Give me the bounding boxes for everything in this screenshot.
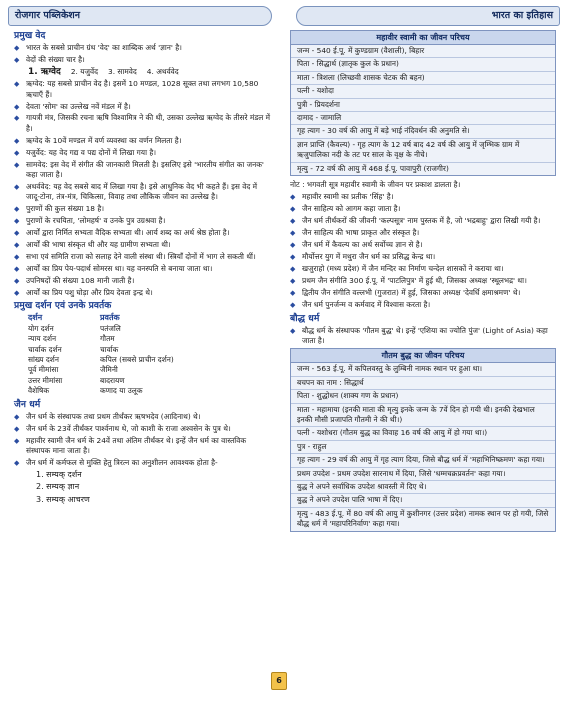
box-row: बुद्ध ने अपने उपदेश पालि भाषा में दिए। bbox=[291, 494, 555, 507]
list-item: ◆ ऋग्वेद के 10वें मण्डल में वर्ण व्यवस्था का वर्णन मिलता है। bbox=[14, 136, 272, 146]
veda-number-list bbox=[14, 67, 272, 77]
list-item: ◆ प्रथम जैन संगीति 300 ई.पू. में 'पाटलिपुत्र' में हुई थी, जिसका अध्यक्ष 'स्थूलभद्र' था। bbox=[290, 276, 556, 286]
table-cell: गौतम bbox=[100, 334, 115, 344]
list-item: ◆ पुराणों की कुल संख्या 18 है। bbox=[14, 204, 272, 214]
box-row: गृह त्याग - 29 वर्ष की आयु में गृह त्याग दिया, जिसे बौद्ध धर्म में 'महाभिनिष्क्रमण' कहा गया। bbox=[291, 454, 555, 467]
list-item: ◆ आर्यों का प्रिय पेय-पदार्थ सोमरस था। यह वनस्पति से बनाया जाता था। bbox=[14, 264, 272, 274]
list-item: ◆ खजुराहो (मध्य प्रदेश) में जैन मन्दिर का निर्माण चन्देल शासकों ने कराया था। bbox=[290, 264, 556, 274]
list-item: 3. सामवेद bbox=[108, 66, 137, 76]
list-item: ◆ बौद्ध धर्म के संस्थापक 'गौतम बुद्ध' थे। इन्हें 'एशिया का ज्योति पुंज' (Light of Asia) कहा जाता है। bbox=[290, 326, 556, 347]
right-column bbox=[290, 28, 556, 536]
box-row: माता - महामाया (इनकी माता की मृत्यु इनके जन्म के 7वें दिन हो गयी थी। इनकी देखभाल इनकी मौसी प्रजापति गौतमी ने की थी।) bbox=[291, 404, 555, 428]
box-row: जन्म - 540 ई.पू. में कुण्डग्राम (वैशाली), बिहार bbox=[291, 45, 555, 58]
list-item: ◆ जैन धर्म पुनर्जन्म व कर्मवाद में विश्वास करता है। bbox=[290, 300, 556, 310]
list-item: ◆ भारत के सबसे प्राचीन ग्रंथ 'वेद' का शाब्दिक अर्थ 'ज्ञान' है। bbox=[14, 43, 272, 53]
table-cell: न्याय दर्शन bbox=[28, 334, 57, 344]
table-cell: बादरायण bbox=[100, 375, 125, 385]
list-item: ◆ आर्यों द्वारा निर्मित सभ्यता वैदिक सभ्यता थी। आर्य शब्द का अर्थ श्रेष्ठ होता है। bbox=[14, 228, 272, 238]
box-title: महावीर स्वामी का जीवन परिचय bbox=[291, 31, 555, 45]
header-publisher: रोजगार पब्लिकेशन bbox=[8, 6, 272, 26]
header-chapter-title: भारत का इतिहास bbox=[296, 6, 560, 26]
table-cell: जैमिनी bbox=[100, 365, 118, 375]
list-item: ◆ सभा एवं समिति राजा को सलाह देने वाली संस्था थी। स्त्रियाँ दोनों में भाग ले सकती थीं। bbox=[14, 252, 272, 262]
section-heading-veda: प्रमुख वेद bbox=[14, 30, 46, 41]
note-text: नोट : भगवती सूत्र महावीर स्वामी के जीवन पर प्रकाश डालता है। bbox=[290, 180, 461, 190]
table-cell: वैशेषिक bbox=[28, 386, 49, 396]
darshan-table bbox=[14, 313, 272, 396]
list-item: ◆ गायत्री मंत्र, जिसकी रचना ऋषि विश्वामित्र ने की थी, उसका उल्लेख ऋग्वेद के तीसरे मंडल में है। bbox=[14, 113, 272, 134]
list-item: ◆ सामवेद: इस वेद में संगीत की जानकारी मिलती है। इसलिए इसे 'भारतीय संगीत का जनक' कहा जाता है। bbox=[14, 160, 272, 181]
list-item: ◆ उपनिषदों की संख्या 108 मानी जाती है। bbox=[14, 276, 272, 286]
list-item: 1. सम्यक् दर्शन bbox=[36, 469, 82, 479]
box-title: गौतम बुद्ध का जीवन परिचय bbox=[291, 349, 555, 363]
gautam-info-box bbox=[290, 348, 556, 531]
list-item: ◆ वेदों की संख्या चार है। bbox=[14, 55, 272, 65]
table-cell: योग दर्शन bbox=[28, 323, 54, 333]
list-item: ◆ आर्यों की भाषा संस्कृत थी और यह ग्रामीण सभ्यता थी। bbox=[14, 240, 272, 250]
section-heading-jain: जैन धर्म bbox=[14, 398, 41, 410]
list-item: ◆ जैन धर्म में कर्मफल से मुक्ति हेतु त्रिरत्न का अनुशीलन आवश्यक होता है- bbox=[14, 458, 272, 468]
box-row: बुद्ध ने अपने सर्वाधिक उपदेश श्रावस्ती में दिए थे। bbox=[291, 481, 555, 494]
list-item: ◆ ऋग्वेद: यह सबसे प्राचीन वेद है। इसमें 10 मण्डल, 1028 सूक्त तथा लगभग 10,580 ऋचाएँ हैं। bbox=[14, 79, 272, 100]
box-row: पत्नी - यशोदा bbox=[291, 85, 555, 98]
list-item: ◆ द्वितीय जैन संगीति वल्लभी (गुजरात) में हुई, जिसका अध्यक्ष 'देवर्धि क्षमाश्रमण' थे। bbox=[290, 288, 556, 298]
mahavir-info-box bbox=[290, 30, 556, 176]
box-row: माता - त्रिशला (लिच्छवी शासक चेटक की बहन) bbox=[291, 72, 555, 85]
table-cell: पतंजलि bbox=[100, 323, 121, 333]
section-heading-bauddh: बौद्ध धर्म bbox=[290, 312, 320, 324]
table-cell: सांख्य दर्शन bbox=[28, 355, 59, 365]
list-item: 2. सम्यक् ज्ञान bbox=[36, 482, 80, 492]
table-cell: चार्वाक दर्शन bbox=[28, 344, 62, 354]
table-cell: चार्वाक bbox=[100, 344, 119, 354]
page-number: 6 bbox=[271, 672, 287, 690]
list-item: ◆ महावीर स्वामी का प्रतीक 'सिंह' है। bbox=[290, 192, 556, 202]
section-heading-darshan: प्रमुख दर्शन एवं उनके प्रवर्तक bbox=[14, 300, 112, 312]
list-item: ◆ जैन साहित्य को आगम कहा जाता है। bbox=[290, 204, 556, 214]
box-row: जन्म - 563 ई.पू. में कपिलवस्तु के लुम्बिनी नामक स्थान पर हुआ था। bbox=[291, 363, 555, 376]
box-row: बचपन का नाम : सिद्धार्थ bbox=[291, 377, 555, 390]
box-row: गृह त्याग - 30 वर्ष की आयु में बड़े भाई नंदिवर्धन की अनुमति से। bbox=[291, 125, 555, 138]
table-cell: कणाद या उलूक bbox=[100, 386, 143, 396]
table-header: प्रवर्तक bbox=[100, 313, 120, 323]
list-item: 4. अथर्ववेद bbox=[146, 66, 179, 76]
table-cell: कपिल (सबसे प्राचीन दर्शन) bbox=[100, 355, 174, 365]
box-row: दामाद - जामालि bbox=[291, 112, 555, 125]
box-row: ज्ञान प्राप्ति (कैवल्य) - गृह त्याग के 12 वर्ष बाद 42 वर्ष की आयु में जृम्भिक ग्राम में ऋजुपालिका नदी के तट पर साल के वृक्ष के नीचे। bbox=[291, 139, 555, 163]
list-item: ◆ जैन साहित्य की भाषा प्राकृत और संस्कृत है। bbox=[290, 228, 556, 238]
list-item: 2. यजुर्वेद bbox=[70, 66, 99, 76]
table-cell: पूर्व मीमांसा bbox=[28, 365, 59, 375]
box-row: पिता - शुद्धोधन (शाक्य गण के प्रधान) bbox=[291, 390, 555, 403]
list-item: 1. ऋग्वेद bbox=[28, 66, 61, 77]
left-column bbox=[14, 28, 272, 507]
list-item: ◆ यजुर्वेद: यह वेद गद्य व पद्य दोनों में लिखा गया है। bbox=[14, 148, 272, 158]
box-row: पिता - सिद्धार्थ (ज्ञातृक कुल के प्रधान) bbox=[291, 58, 555, 71]
list-item: ◆ मौर्योत्तर युग में मथुरा जैन धर्म का प्रसिद्ध केन्द्र था। bbox=[290, 252, 556, 262]
list-item: ◆ पुराणों के रचयिता, 'लोमहर्ष' व उनके पुत्र उग्रश्रवा है। bbox=[14, 216, 272, 226]
table-cell: उत्तर मीमांसा bbox=[28, 375, 63, 385]
box-row: पत्नी - यशोधरा (गौतम बुद्ध का विवाह 16 वर्ष की आयु में हो गया था।) bbox=[291, 427, 555, 440]
box-row: मृत्यु - 483 ई.पू. में 80 वर्ष की आयु में कुशीनगर (उत्तर प्रदेश) नामक स्थान पर हो गयी, जिसे बौद्ध धर्म में 'महापरिनिर्वाण' कहा गया। bbox=[297, 508, 549, 529]
box-row: पुत्र - राहुल bbox=[291, 441, 555, 454]
list-item: ◆ आर्यों का प्रिय पशु घोड़ा और प्रिय देवता इन्द्र थे। bbox=[14, 288, 272, 298]
list-item: ◆ जैन धर्म के संस्थापक तथा प्रथम तीर्थंकर ऋषभदेव (आदिनाथ) थे। bbox=[14, 412, 272, 422]
list-item: ◆ महावीर स्वामी जैन धर्म के 24वें तथा अंतिम तीर्थंकर थे। इन्हें जैन धर्म का वास्तविक संस्थापक माना जाता है। bbox=[14, 436, 272, 457]
list-item: 3. सम्यक् आचरण bbox=[36, 494, 90, 504]
list-item: ◆ अथर्ववेद: यह वेद सबसे बाद में लिखा गया है। इसे आधुनिक वेद भी कहते हैं। इस वेद में जादू-टोना, तंत्र-मंत्र, चिकित्सा, विवाह तथा लौकिक जीवन का उल्लेख है। bbox=[14, 182, 272, 203]
box-row: पुत्री - प्रियदर्शना bbox=[291, 99, 555, 112]
list-item: ◆ जैन धर्म तीर्थंकरों की जीवनी 'कल्पसूत्र' नाम पुस्तक में है, जो 'भद्रबाहु' द्वारा लिखी गयी है। bbox=[290, 216, 556, 226]
box-row: प्रथम उपदेश - प्रथम उपदेश सारनाथ में दिया, जिसे 'धम्मचक्रप्रवर्तन' कहा गया। bbox=[291, 468, 555, 481]
list-item: ◆ जैन धर्म में कैवल्य का अर्थ सर्वोच्च ज्ञान से है। bbox=[290, 240, 556, 250]
box-row: मृत्यु - 72 वर्ष की आयु में 468 ई.पू. पावापुरी (राजगीर) bbox=[297, 163, 449, 173]
list-item: ◆ जैन धर्म के 23वें तीर्थंकर पार्श्वनाथ थे, जो काशी के राजा अश्वसेन के पुत्र थे। bbox=[14, 424, 272, 434]
table-header: दर्शन bbox=[28, 313, 43, 323]
list-item: ◆ देवता 'सोम' का उल्लेख नवें मंडल में है। bbox=[14, 102, 272, 112]
